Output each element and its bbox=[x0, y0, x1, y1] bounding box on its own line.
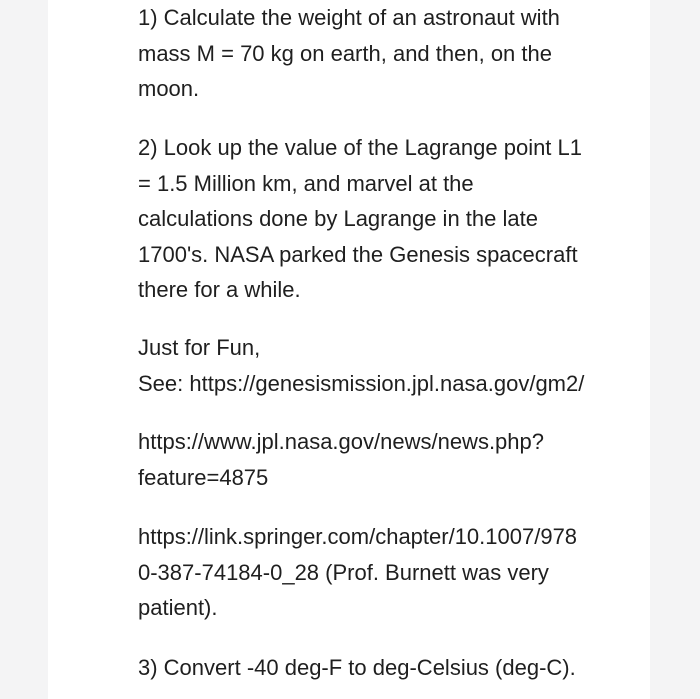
link-line[interactable]: feature=4875 bbox=[138, 464, 269, 490]
text-line: mass M = 70 kg on earth, and then, on the bbox=[138, 40, 552, 66]
text-line: 3) Convert -40 deg-F to deg-Celsius (deg-C). bbox=[138, 655, 576, 680]
just-for-fun bbox=[138, 330, 628, 401]
link-line[interactable]: 0-387-74184-0_28 (Prof. Burnett was very bbox=[138, 559, 549, 585]
text-line: = 1.5 Million km, and marvel at the bbox=[138, 170, 474, 196]
text-line: Just for Fun, bbox=[138, 335, 261, 360]
question-2 bbox=[138, 130, 582, 308]
link-line[interactable]: https://www.jpl.nasa.gov/news/news.php? bbox=[138, 429, 545, 454]
question-3 bbox=[138, 650, 576, 686]
springer-link[interactable] bbox=[138, 519, 628, 626]
question-1 bbox=[138, 0, 560, 107]
text-line: calculations done by Lagrange in the late bbox=[138, 206, 538, 231]
document-card bbox=[48, 0, 650, 699]
genesis-link[interactable]: See: https://genesismission.jpl.nasa.gov/gm2/ bbox=[138, 370, 585, 396]
text-line: 2) Look up the value of the Lagrange point L1 bbox=[138, 135, 583, 160]
jpl-news-link[interactable] bbox=[138, 424, 544, 495]
text-line: 1700's. NASA parked the Genesis spacecraft bbox=[138, 241, 578, 267]
text-line: moon. bbox=[138, 76, 200, 101]
link-line[interactable]: https://link.springer.com/chapter/10.1007/978 bbox=[138, 524, 578, 549]
text-line: patient). bbox=[138, 595, 218, 620]
text-line: 1) Calculate the weight of an astronaut with bbox=[138, 5, 560, 30]
text-line: there for a while. bbox=[138, 277, 301, 302]
